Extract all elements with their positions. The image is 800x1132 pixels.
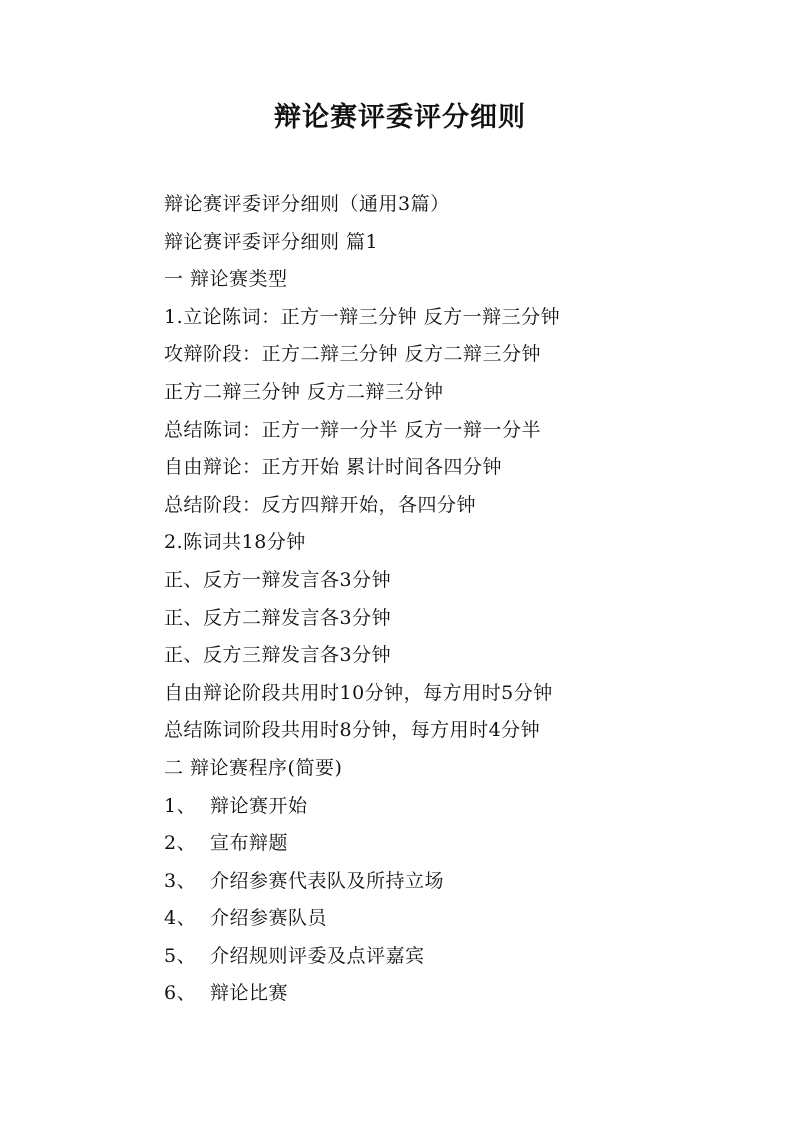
procedure-item xyxy=(164,900,764,938)
procedure-item-number: 1、 xyxy=(164,794,197,817)
procedure-item-text: 辩论赛开始 xyxy=(210,794,308,817)
body-line: 正方二辩三分钟 反方二辩三分钟 xyxy=(164,380,444,403)
procedure-item xyxy=(164,938,764,976)
procedure-item-number: 4、 xyxy=(164,907,197,930)
procedure-item-text: 介绍参赛代表队及所持立场 xyxy=(210,869,445,892)
body-line-heading-procedure: 二 辩论赛程序(简要) xyxy=(164,756,343,779)
body-line: 1.立论陈词：正方一辩三分钟 反方一辩三分钟 xyxy=(164,305,561,328)
procedure-item xyxy=(164,788,764,826)
procedure-item-text: 介绍规则评委及点评嘉宾 xyxy=(210,944,425,967)
procedure-item-number: 6、 xyxy=(164,982,197,1005)
procedure-item-text: 辩论比赛 xyxy=(210,982,289,1005)
body-line: 自由辩论阶段共用时10分钟，每方用时5分钟 xyxy=(164,681,553,704)
body-line-subtitle: 辩论赛评委评分细则（通用3篇） xyxy=(164,193,450,215)
procedure-item-number: 2、 xyxy=(164,832,197,855)
body-line-section-heading: 辩论赛评委评分细则 篇1 xyxy=(164,230,379,253)
procedure-item xyxy=(164,975,764,1013)
procedure-item-text: 宣布辩题 xyxy=(210,832,289,855)
document-body xyxy=(164,186,764,1013)
document-title: 辩论赛评委评分细则 xyxy=(274,102,526,133)
body-line-heading-types: 一 辩论赛类型 xyxy=(164,268,288,291)
body-line: 自由辩论：正方开始 累计时间各四分钟 xyxy=(164,456,503,479)
procedure-item-text: 介绍参赛队员 xyxy=(210,907,328,930)
body-line: 攻辩阶段：正方二辩三分钟 反方二辩三分钟 xyxy=(164,343,542,366)
body-line: 2.陈词共18分钟 xyxy=(164,531,306,554)
body-line: 正、反方一辩发言各3分钟 xyxy=(164,568,392,591)
body-line: 总结阶段：反方四辩开始，各四分钟 xyxy=(164,493,477,516)
procedure-item-number: 5、 xyxy=(164,944,197,967)
body-line: 正、反方三辩发言各3分钟 xyxy=(164,644,392,667)
body-line: 总结陈词阶段共用时8分钟，每方用时4分钟 xyxy=(164,719,541,742)
procedure-item xyxy=(164,863,764,901)
body-line: 总结陈词：正方一辩一分半 反方一辩一分半 xyxy=(164,418,542,441)
body-line: 正、反方二辩发言各3分钟 xyxy=(164,606,392,629)
procedure-item xyxy=(164,825,764,863)
procedure-item-number: 3、 xyxy=(164,869,197,892)
